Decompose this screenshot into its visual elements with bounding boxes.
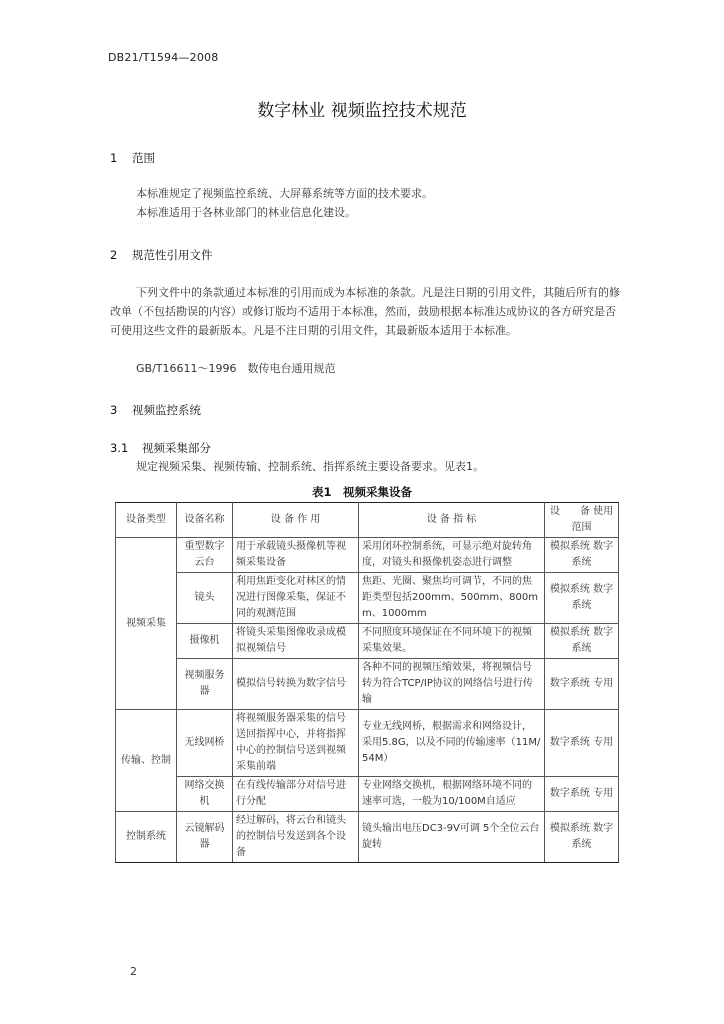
cell-spec: 各种不同的视频压缩效果，将视频信号转为符合TCP/IP协议的网络信号进行传输 [359,659,545,710]
cell-type: 视频采集 [116,538,177,710]
equipment-table [115,502,619,863]
cell-function: 模拟信号转换为数字信号 [233,659,359,710]
section-3-1-heading [110,440,211,456]
cell-function: 利用焦距变化对林区的情况进行图像采集，保证不同的观测范围 [233,573,359,624]
cell-function: 在有线传输部分对信号进行分配 [233,777,359,812]
cell-name: 镜头 [177,573,233,624]
cell-scope: 数字系统 专用 [545,710,619,777]
cell-function: 将视频服务器采集的信号送回指挥中心，并将指挥中心的控制信号送到视频采集前端 [233,710,359,777]
cell-scope: 模拟系统 数字系统 [545,538,619,573]
section-title: 范围 [132,151,155,165]
cell-spec: 不同照度环境保证在不同环境下的视频采集效果。 [359,624,545,659]
header-name: 设备名称 [177,503,233,538]
section-2-reference: GB/T16611～1996 数传电台通用规范 [136,362,336,375]
cell-spec: 采用闭环控制系统，可显示绝对旋转角度，对镜头和摄像机姿态进行调整 [359,538,545,573]
cell-scope: 数字系统 专用 [545,659,619,710]
table-row [116,538,619,573]
page-number: 2 [130,965,137,978]
section-number: 3.1 [110,441,129,455]
cell-function: 将镜头采集图像收录成模拟视频信号 [233,624,359,659]
table-row [116,777,619,812]
section-1-paragraph-1: 本标准规定了视频监控系统、大屏幕系统等方面的技术要求。 [136,187,433,200]
cell-name: 摄像机 [177,624,233,659]
header-type: 设备类型 [116,503,177,538]
section-title: 视频监控系统 [132,403,201,417]
cell-type: 控制系统 [116,812,177,863]
document-title: 数字林业 视频监控技术规范 [257,101,467,121]
section-number: 3 [110,403,118,417]
table-row [116,573,619,624]
table-row [116,812,619,863]
table-caption: 表1 视频采集设备 [311,485,412,499]
table-row [116,710,619,777]
cell-name: 云镜解码器 [177,812,233,863]
table-header-row [116,503,619,538]
header-spec: 设 备 指 标 [359,503,545,538]
table-row [116,624,619,659]
cell-name: 重型数字云台 [177,538,233,573]
cell-name: 视频服务器 [177,659,233,710]
cell-name: 无线网桥 [177,710,233,777]
cell-type: 传输、控制 [116,710,177,812]
header-function: 设 备 作 用 [233,503,359,538]
cell-scope: 数字系统 专用 [545,777,619,812]
section-1-paragraph-2: 本标准适用于各林业部门的林业信息化建设。 [136,206,356,219]
cell-spec: 专业无线网桥，根据需求和网络设计，采用5.8G，以及不同的传输速率（11M/54M） [359,710,545,777]
header-scope: 设 备 使用范围 [545,503,619,538]
section-3-heading [110,402,201,418]
section-number: 2 [110,248,118,262]
cell-spec: 焦距、光圈、聚焦均可调节，不同的焦距类型包括200mm、500mm、800mm、1000mm [359,573,545,624]
section-3-1-paragraph: 规定视频采集、视频传输、控制系统、指挥系统主要设备要求。见表1。 [136,460,484,473]
cell-function: 用于承载镜头摄像机等视频采集设备 [233,538,359,573]
cell-scope: 模拟系统 数字系统 [545,624,619,659]
section-2-paragraph: 下列文件中的条款通过本标准的引用而成为本标准的条款。凡是注日期的引用文件，其随后所有的修改单（不包括勘误的内容）或修订版均不适用于本标准，然而，鼓励根据本标准达成协议的各方研究是否可使用这些文件的最新版本。凡是不注日期的引用文件，其最新版本适用于本标准。 [110,286,620,337]
section-title: 视频采集部分 [142,441,211,455]
cell-name: 网络交换机 [177,777,233,812]
document-number: DB21/T1594—2008 [108,51,219,64]
section-1-heading [110,150,155,166]
cell-scope: 模拟系统 数字系统 [545,573,619,624]
cell-spec: 专业网络交换机，根据网络环境不同的速率可选，一般为10/100M自适应 [359,777,545,812]
section-number: 1 [110,151,118,165]
section-2-heading [110,247,213,263]
section-title: 规范性引用文件 [132,248,213,262]
cell-spec: 镜头输出电压DC3-9V可调 5个全位云台旋转 [359,812,545,863]
cell-function: 经过解码，将云台和镜头的控制信号发送到各个设备 [233,812,359,863]
cell-scope: 模拟系统 数字系统 [545,812,619,863]
table-row [116,659,619,710]
